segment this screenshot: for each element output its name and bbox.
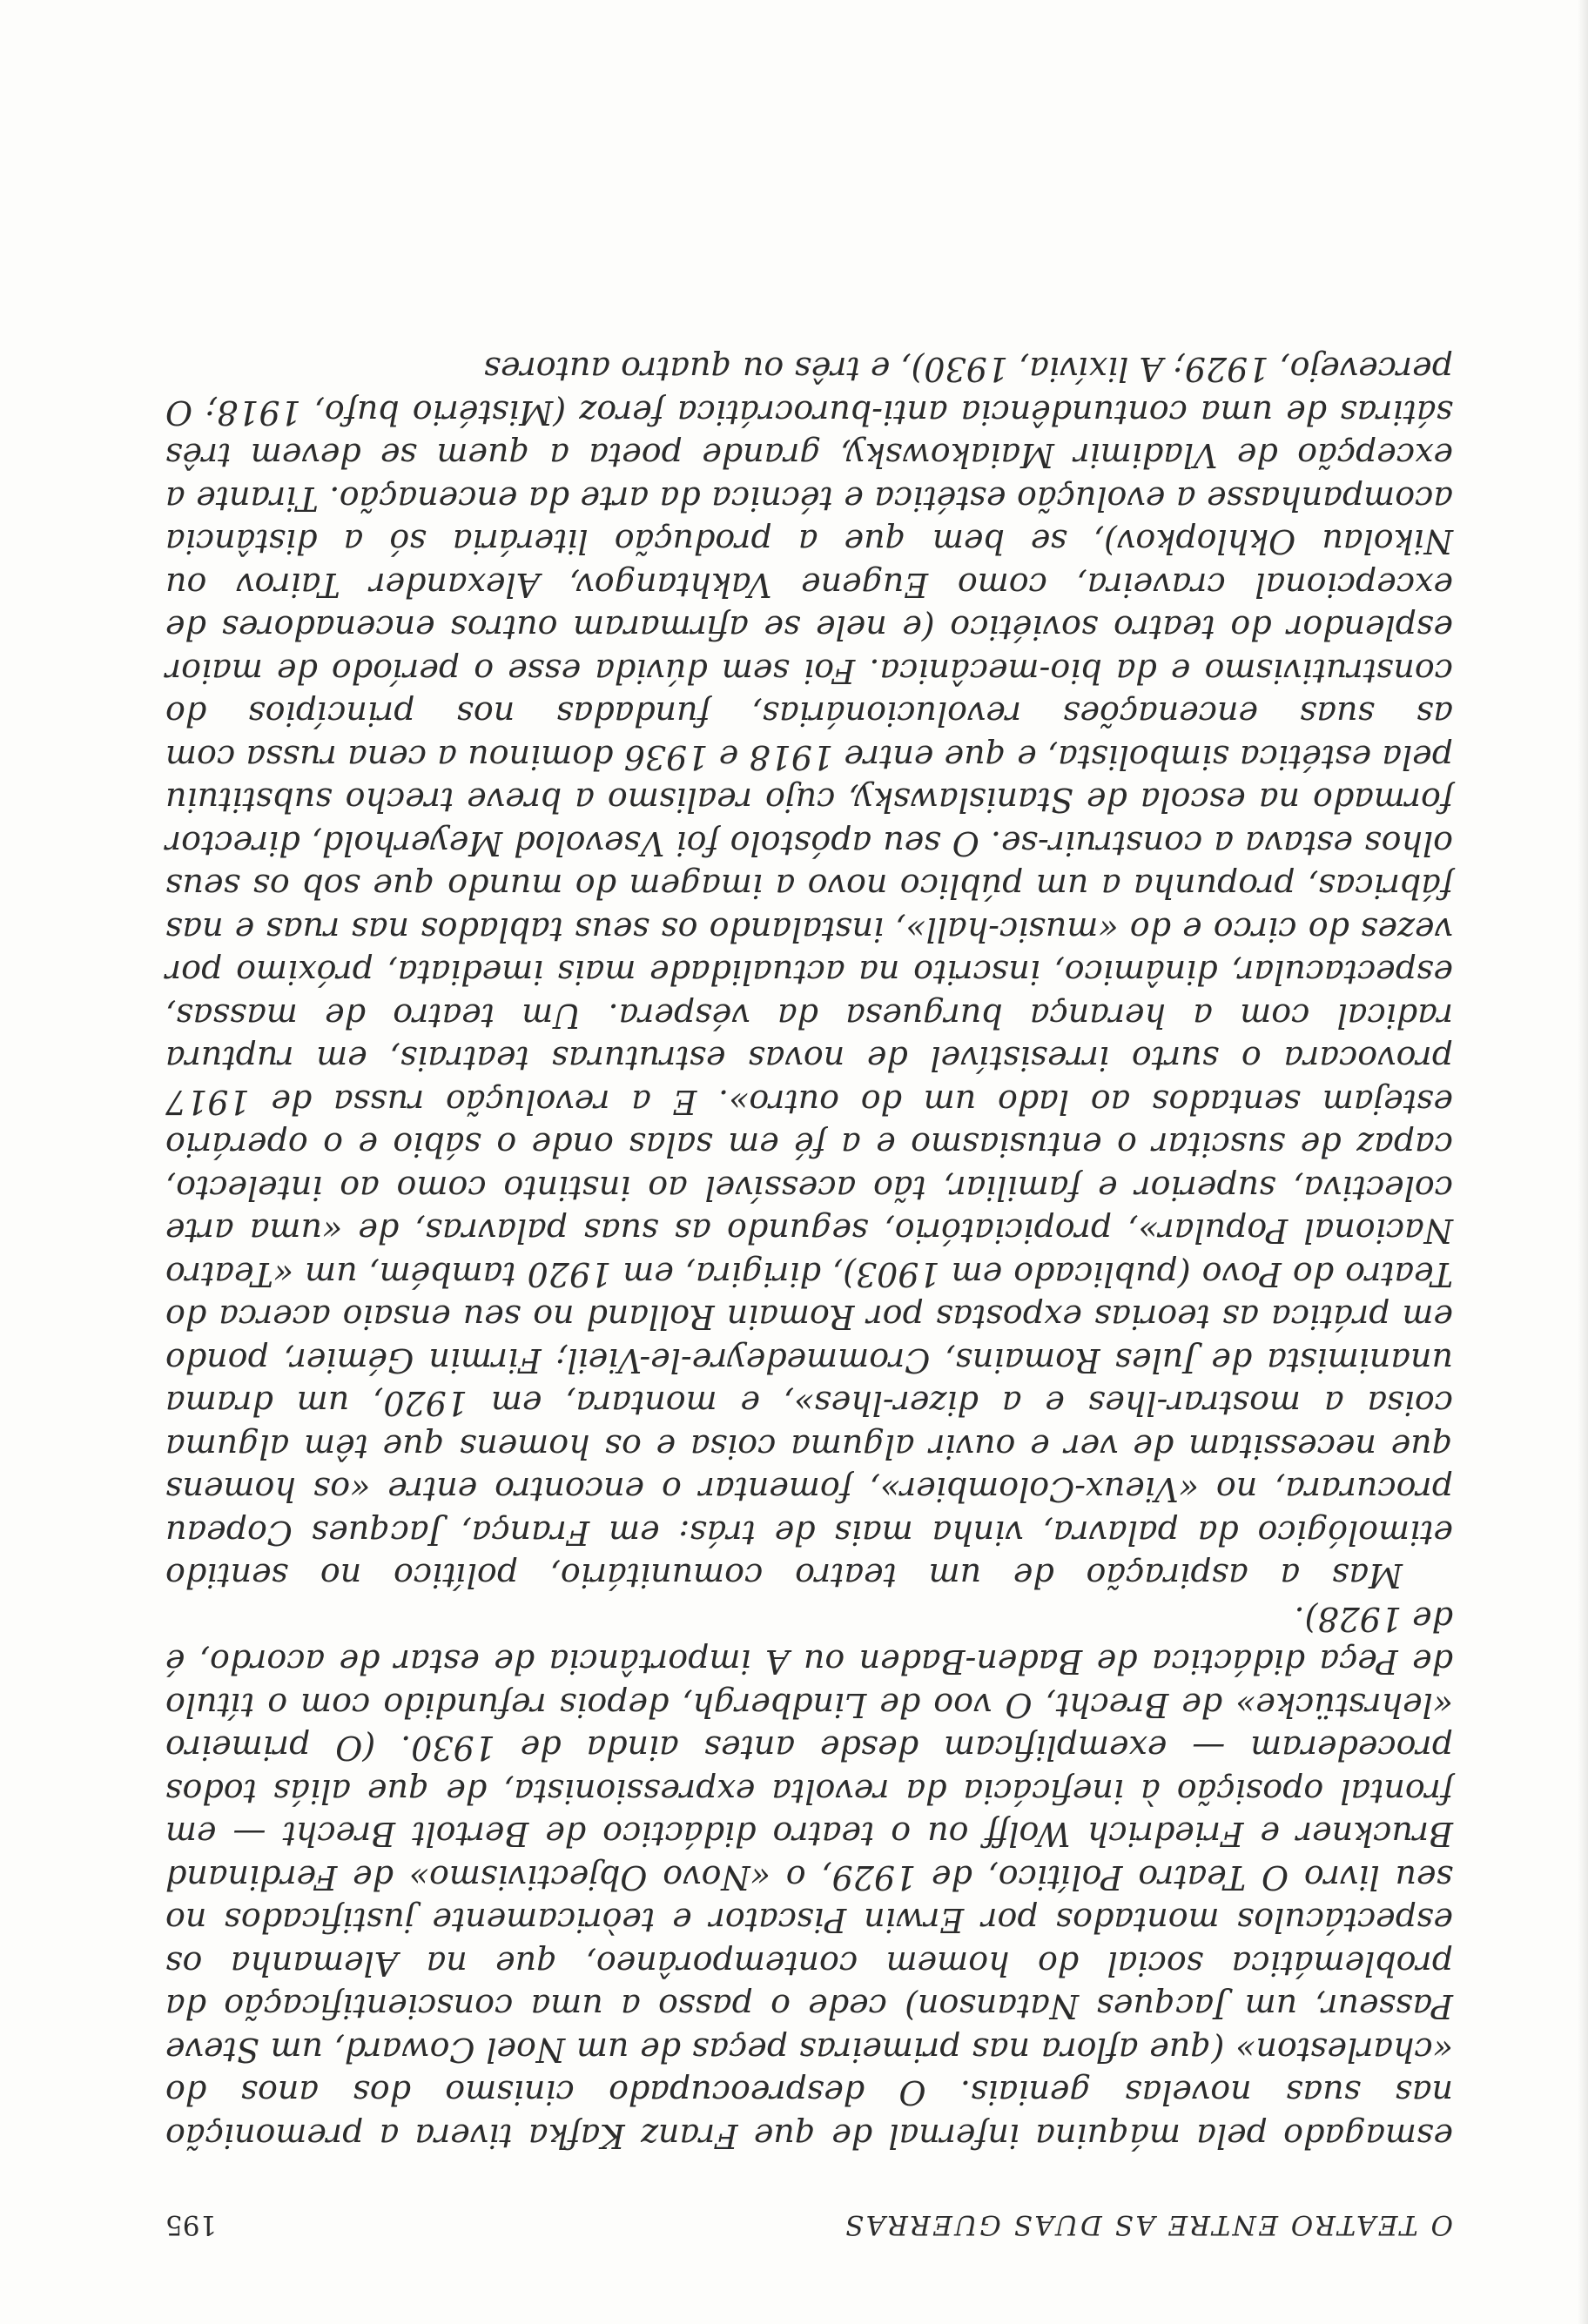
paragraph-continuation: esmagado pela máquina infernal de que Franz Kafka tivera a premonição nas suas novelas geniais. O despreocupado cinismo dos anos do «charleston» (que aflora nas primeiras peças de um Noel Coward, um Steve Passeur, um Jacques Natanson) cede o passo a uma conscientificação da problemática social do homem contemporâneo, que na Alemanha os espectáculos montados por Erwin Piscator e teòricamente justificados no seu livro O Teatro Político, de 1929, o «Novo Objectivismo» de Ferdinand Bruckner e Friedrich Wolff ou o teatro didáctico de Bertolt Brecht — em frontal oposição à ineficácia da revolta expressionista, de que aliás todos procederam — exemplificam desde antes ainda de 1930. (O primeiro «lehrstücke» de Brecht, O voo de Lindbergh, depois refundido com o título de Peça didáctica de Baden-Baden ou A importância de estar de acordo, é de 1928). — [165, 1600, 1453, 2155]
paragraph-main: Mas a aspiração de um teatro comunitário, político no sentido etimológico da palavra, vinha mais de trás: em França, Jacques Copeau procurara, no «Vieux-Colombier», fomentar o encontro entre «os homens que necessitam de ver e ouvir alguma coisa e os homens que têm alguma coisa a mostrar-lhes e a dizer-lhes», e montara, em 1920, um drama unanimista de Jules Romains, Crommedeyre-le-Vieil; Firmin Gémier, pondo em prática as teorias expostas por Romain Rolland no seu ensaio acerca do Teatro do Povo (publicado em 1903), dirigira, em 1920 também, um «Teatro Nacional Popular», propiciatório, segundo as suas palavras, de «uma arte colectiva, superior e familiar, tão acessível ao instinto como ao intelecto, capaz de suscitar o entusiasmo e a fé em salas onde o sábio e o operário estejam sentados ao lado um do outro». E a revolução russa de 1917 provocara o surto irresistível de novas estruturas teatrais, em ruptura radical com a herança burguesa da véspera. Um teatro de massas, espectacular, dinâmico, inscrito na actualidade mais imediata, próximo por vezes do circo e do «music-hall», instalando os seus tablados nas ruas e nas fábricas, propunha a um público novo a imagem do mundo que sob os seus olhos estava a construir-se. O seu apóstolo foi Vsevolod Meyerhold, director formado na escola de Stanislawsky, cujo realismo a breve trecho substituiu pela estética simbolista, e que entre 1918 e 1936 dominou a cena russa com as suas encenações revolucionárias, fundadas nos princípios do construtivismo e da bio-mecânica. Foi sem dúvida esse o período de maior esplendor do teatro soviético (e nele se afirmaram outros encenadores de excepcional craveira, como Eugene Vakhtangov, Alexander Tairov ou Nikolau Okhlopkov), se bem que a produção literária só a distância acompanhasse a evolução estética e técnica da arte da encenação. Tirante a excepção de Vladimir Maiakowsky, grande poeta a quem se devem três sátiras de uma contundência anti-burocrática feroz (Mistério bufo, 1918; O percevejo, 1929; A lixívia, 1930), e três ou quatro autores — [165, 350, 1453, 1595]
page-body-text — [165, 347, 1453, 2157]
running-header — [165, 2209, 1453, 2240]
page-number: 195 — [165, 2209, 218, 2240]
running-header-title: O TEATRO ENTRE AS DUAS GUERRAS — [843, 2209, 1453, 2240]
